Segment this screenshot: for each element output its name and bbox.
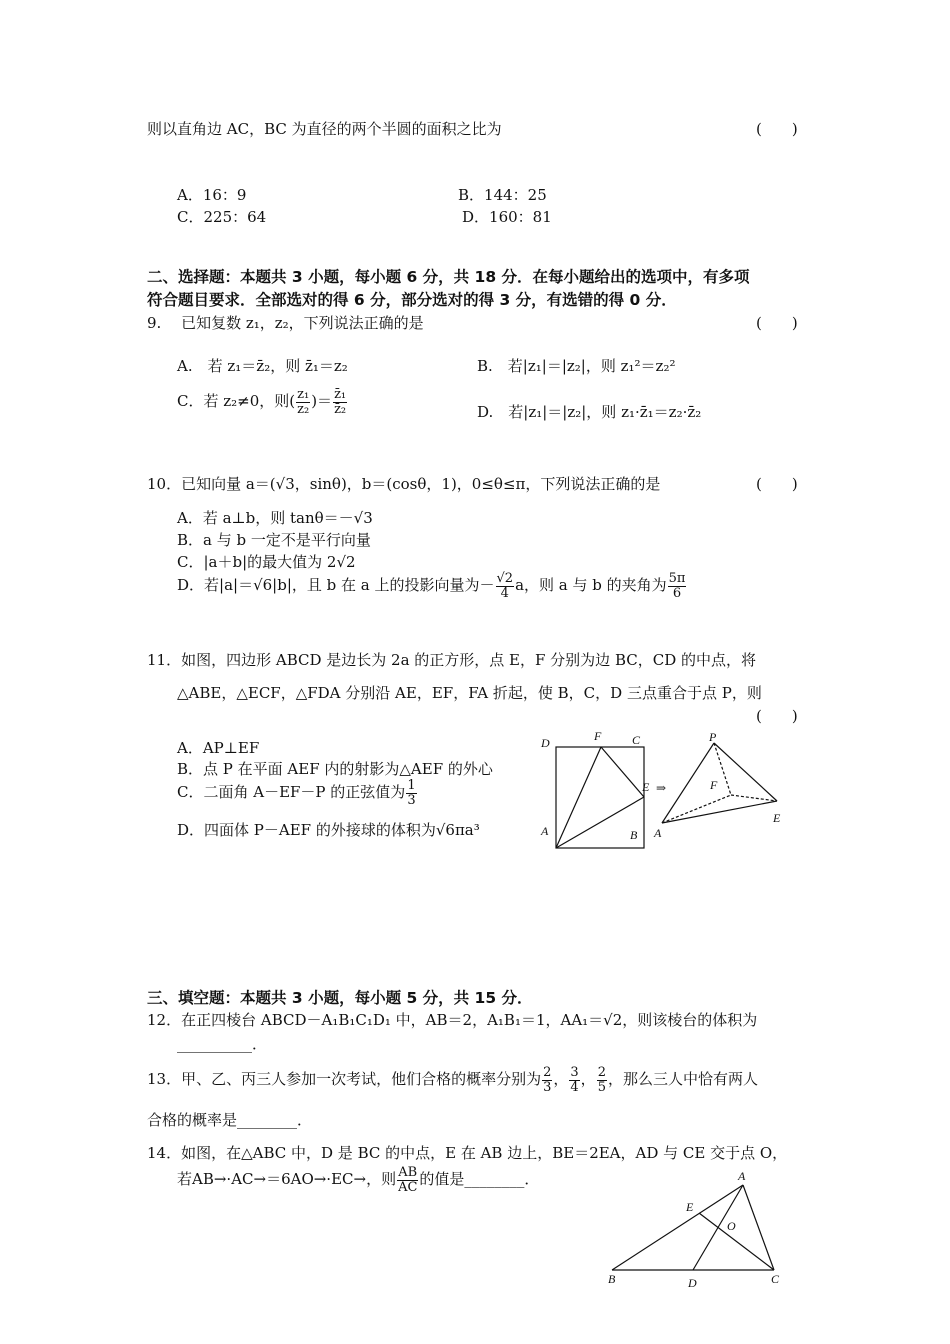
q11-option-a: A．AP⊥EF [177, 739, 260, 757]
section3-header: 三、填空题：本题共 3 小题，每小题 5 分，共 15 分． [147, 989, 533, 1007]
q8-stem: 则以直角边 AC，BC 为直径的两个半圆的面积之比为 [147, 120, 502, 138]
segment-af [556, 747, 601, 848]
side-ab [612, 1185, 743, 1270]
q9-option-d: D. 若|z₁|＝|z₂|，则 z₁·z̄₁＝z₂·z̄₂ [477, 403, 702, 421]
q11-stem-line2: △ABE，△ECF，△FDA 分别沿 AE，EF，FA 折起，使 B，C，D 三点重合于点 P，则 [177, 684, 762, 702]
q8-option-c: C．225：64 [177, 208, 267, 226]
q11-stem-line1: 11．如图，四边形 ABCD 是边长为 2a 的正方形，点 E，F 分别为边 BC，CD 的中点，将 [147, 651, 756, 669]
q9-option-a: A. 若 z₁＝z̄₂，则 z̄₁＝z₂ [177, 357, 348, 375]
side-ac [743, 1185, 774, 1270]
label-e-3d: E [773, 811, 781, 825]
segment-ae-3d [662, 801, 777, 823]
q14-figure [598, 1166, 798, 1291]
segment-fe-dashed [731, 795, 777, 801]
q10-option-a: A．若 a⊥b，则 tanθ＝－√3 [177, 509, 373, 527]
q10-answer-paren: ( ) [756, 475, 798, 493]
label-f-3d: F [710, 778, 718, 792]
segment-fe [601, 747, 644, 797]
label-a-3d: A [654, 826, 662, 840]
segment-pa [662, 743, 714, 823]
fold-arrow: ⇒ [656, 781, 667, 795]
q8-option-b: B．144：25 [458, 186, 547, 204]
section2-header-line2: 符合题目要求．全部选对的得 6 分，部分选对的得 3 分，有选错的得 0 分． [147, 291, 677, 309]
q10-option-d: D．若|a|＝√6|b|，且 b 在 a 上的投影向量为－ $\frac{√2}{4}$ a，则 a 与 b 的夹角为 $\frac{5\pi}{6}$ [177, 571, 686, 601]
label-b: B [630, 828, 638, 842]
q11-option-d: D．四面体 P－AEF 的外接球的体积为√6πa³ [177, 821, 480, 839]
q14-stem-line2: 若AB→·AC→＝6AO→·EC→，则 $\frac{AB}{AC}$ 的值是________． [177, 1165, 540, 1195]
q8-option-d: D．160：81 [462, 208, 552, 226]
label-c: C [771, 1272, 780, 1286]
label-d: D [688, 1276, 697, 1290]
q9-option-c: C．若 z₂≠0，则( $\frac{\text{z₁}}{\text{z₂}}$ )＝ $\frac{\text{z̄₁}}{\text{z̄₂}}$ [177, 387, 347, 417]
q11-option-c: C．二面角 A－EF－P 的正弦值为 $\frac{1}{3}$ [177, 778, 416, 808]
label-o: O [727, 1219, 736, 1233]
q10-stem: 10．已知向量 a＝(√3，sinθ)，b＝(cosθ，1)，0≤θ≤π，下列说法正确的是 [147, 475, 661, 493]
q12-blank: __________． [177, 1035, 268, 1053]
label-p: P [709, 730, 717, 744]
q10-option-b: B．a 与 b 一定不是平行向量 [177, 531, 371, 549]
q8-answer-paren: ( ) [756, 120, 798, 138]
q12-stem: 12．在正四棱台 ABCD－A₁B₁C₁D₁ 中，AB＝2，A₁B₁＝1，AA₁＝√2，则该棱台的体积为 [147, 1011, 758, 1029]
label-b: B [608, 1272, 616, 1286]
label-a: A [541, 824, 549, 838]
label-c: C [632, 733, 641, 747]
q14-stem-line1: 14．如图，在△ABC 中，D 是 BC 的中点，E 在 AB 边上，BE＝2EA，AD 与 CE 交于点 O， [147, 1144, 788, 1162]
label-f: F [594, 729, 602, 743]
label-d: D [541, 736, 550, 750]
segment-af-dashed [662, 795, 731, 823]
label-e: E [642, 780, 650, 794]
q13-line2: 合格的概率是________． [147, 1111, 313, 1129]
q10-option-c: C．|a＋b|的最大值为 2√2 [177, 553, 356, 571]
label-e: E [686, 1200, 694, 1214]
q11-figure [535, 725, 795, 850]
q9-answer-paren: ( ) [756, 314, 798, 332]
q9-stem: 9. 已知复数 z₁，z₂，下列说法正确的是 [147, 314, 424, 332]
section2-header-line1: 二、选择题：本题共 3 小题，每小题 6 分，共 18 分．在每小题给出的选项中，有多项 [147, 268, 750, 286]
q8-option-a: A．16：9 [177, 186, 247, 204]
label-a: A [738, 1169, 746, 1183]
q13-stem: 13．甲、乙、丙三人参加一次考试，他们合格的概率分别为 $\frac{2}{3}$ ， $\frac{3}{4}$ ， $\frac{2}{5}$ ，那么三人中恰有两人 [147, 1065, 758, 1095]
q11-answer-paren: ( ) [756, 707, 798, 725]
q9-option-b: B. 若|z₁|＝|z₂|，则 z₁²＝z₂² [477, 357, 676, 375]
q11-option-b: B．点 P 在平面 AEF 内的射影为△AEF 的外心 [177, 760, 493, 778]
